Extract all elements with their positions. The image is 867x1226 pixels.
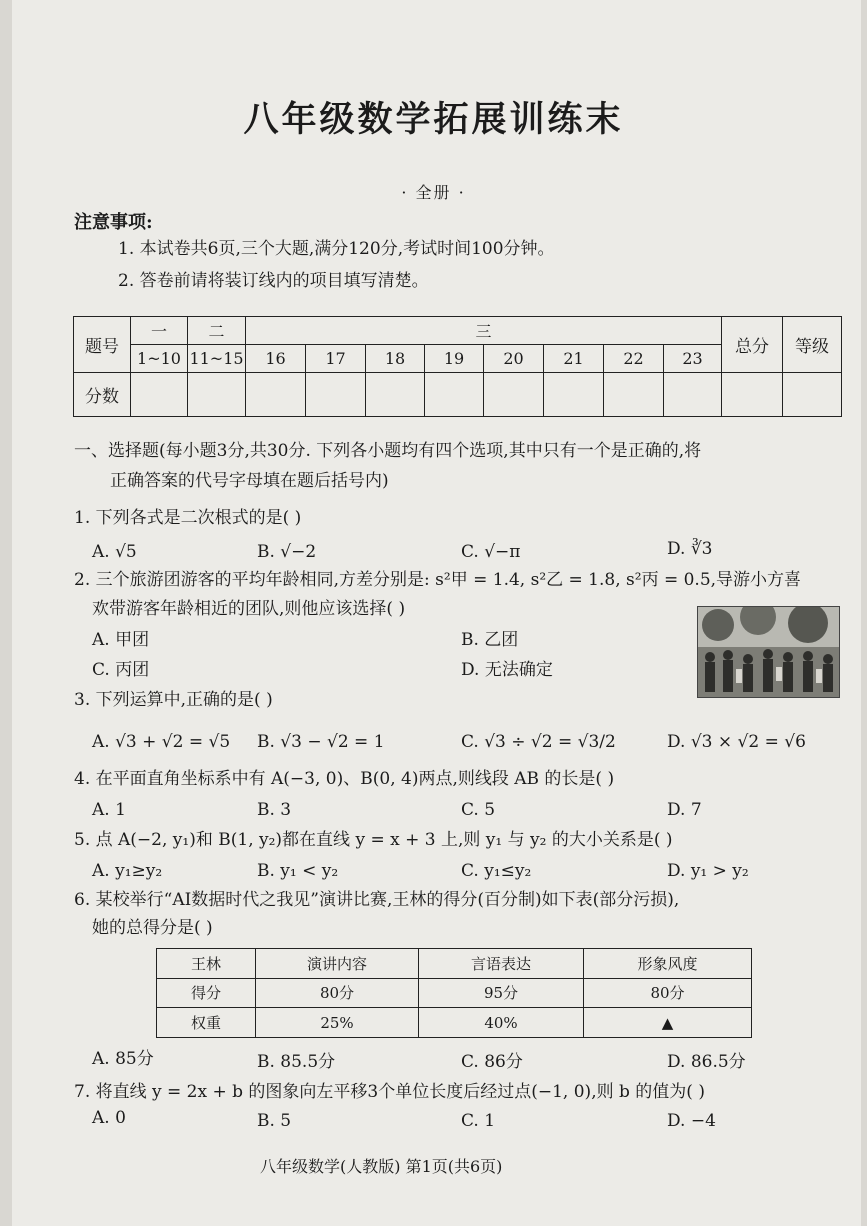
option-b: B. y₁ < y₂ <box>257 861 339 881</box>
score-cell[interactable] <box>366 373 425 417</box>
option-d: D. y₁ > y₂ <box>667 861 749 881</box>
row-label-score: 分数 <box>74 373 131 417</box>
score-cell[interactable] <box>664 373 722 417</box>
table-cell: 40% <box>419 1008 584 1038</box>
question-number: 18 <box>366 345 425 373</box>
section1-instructions: 正确答案的代号字母填在题后括号内) <box>110 471 389 491</box>
question-stem: 5. 点 A(−2, y₁)和 B(1, y₂)都在直线 y = x + 3 上,则 y₁ 与 y₂ 的大小关系是( ) <box>74 830 673 850</box>
question-number: 21 <box>544 345 604 373</box>
option-c: C. √3 ÷ √2 = √3/2 <box>461 732 616 752</box>
table-cell: 80分 <box>584 978 752 1008</box>
option-b: B. 乙团 <box>461 630 519 650</box>
option-c: C. 1 <box>461 1111 496 1131</box>
option-b: B. 85.5分 <box>257 1052 336 1072</box>
page-subtitle: · 全册 · <box>401 183 466 202</box>
question-stem: 7. 将直线 y = 2x + b 的图象向左平移3个单位长度后经过点(−1, 0),则 b 的值为( ) <box>74 1082 705 1102</box>
section-label: 二 <box>188 317 246 345</box>
row-label-question: 题号 <box>74 317 131 373</box>
option-c: C. √−π <box>461 542 521 562</box>
table-cell: ▲ <box>584 1008 752 1038</box>
option-a: A. √5 <box>92 542 137 562</box>
table-cell: 权重 <box>157 1008 256 1038</box>
notice-item: 1. 本试卷共6页,三个大题,满分120分,考试时间100分钟。 <box>118 239 555 259</box>
option-d: D. √3 × √2 = √6 <box>667 732 806 752</box>
tour-group-photo <box>697 606 840 698</box>
question-stem: 2. 三个旅游团游客的平均年龄相同,方差分别是: s²甲 = 1.4, s²乙 = 1.8, s²丙 = 0.5,导游小方喜 <box>74 570 802 590</box>
crowd-photo-icon <box>698 607 839 697</box>
option-d: D. 7 <box>667 800 702 820</box>
question-number: 20 <box>484 345 544 373</box>
total-header: 总分 <box>722 317 783 373</box>
question-number: 22 <box>604 345 664 373</box>
option-d: D. −4 <box>667 1111 716 1131</box>
option-a: A. 1 <box>92 800 126 820</box>
table-cell: 得分 <box>157 978 256 1008</box>
table-cell: 80分 <box>256 978 419 1008</box>
question-stem: 4. 在平面直角坐标系中有 A(−3, 0)、B(0, 4)两点,则线段 AB 的长是( ) <box>74 769 615 789</box>
notice-heading: 注意事项: <box>74 212 153 233</box>
question-number: 16 <box>246 345 306 373</box>
score-cell[interactable] <box>484 373 544 417</box>
option-c: C. y₁≤y₂ <box>461 861 532 881</box>
section-label: 三 <box>246 317 722 345</box>
score-table <box>73 316 842 417</box>
option-b: B. 5 <box>257 1111 292 1131</box>
page-title: 八年级数学拓展训练末 <box>243 99 624 140</box>
score-cell[interactable] <box>246 373 306 417</box>
option-a: A. 85分 <box>92 1049 154 1069</box>
option-b: B. √3 − √2 = 1 <box>257 732 385 752</box>
score-cell[interactable] <box>306 373 366 417</box>
option-c: C. 5 <box>461 800 496 820</box>
table-header: 演讲内容 <box>256 949 419 979</box>
option-d: D. 86.5分 <box>667 1052 746 1072</box>
question-stem: 1. 下列各式是二次根式的是( ) <box>74 508 302 528</box>
table-header: 王林 <box>157 949 256 979</box>
grade-header: 等级 <box>783 317 842 373</box>
option-c: C. 丙团 <box>92 660 150 680</box>
score-cell[interactable] <box>544 373 604 417</box>
option-a: A. 甲团 <box>92 630 150 650</box>
question-number: 19 <box>425 345 484 373</box>
grade-cell[interactable] <box>783 373 842 417</box>
question-stem: 欢带游客年龄相近的团队,则他应该选择( ) <box>92 599 406 619</box>
option-d: D. ∛3 <box>667 539 713 559</box>
option-c: C. 86分 <box>461 1052 523 1072</box>
notice-item: 2. 答卷前请将装订线内的项目填写清楚。 <box>118 271 429 291</box>
section-label: 一 <box>131 317 188 345</box>
question-range: 1~10 <box>131 345 188 373</box>
question-stem: 6. 某校举行“AI数据时代之我见”演讲比赛,王林的得分(百分制)如下表(部分污损), <box>74 890 680 910</box>
table-header: 形象风度 <box>584 949 752 979</box>
option-d: D. 无法确定 <box>461 660 553 680</box>
score-cell[interactable] <box>188 373 246 417</box>
question-number: 17 <box>306 345 366 373</box>
question-range: 11~15 <box>188 345 246 373</box>
total-score-cell[interactable] <box>722 373 783 417</box>
section1-instructions: 一、选择题(每小题3分,共30分. 下列各小题均有四个选项,其中只有一个是正确的,将 <box>74 441 702 461</box>
question-stem: 3. 下列运算中,正确的是( ) <box>74 690 273 710</box>
table-cell: 95分 <box>419 978 584 1008</box>
option-a: A. 0 <box>92 1108 126 1128</box>
page-footer: 八年级数学(人教版) 第1页(共6页) <box>260 1157 503 1176</box>
table-header: 言语表达 <box>419 949 584 979</box>
question-stem: 她的总得分是( ) <box>92 918 213 938</box>
question-number: 23 <box>664 345 722 373</box>
score-cell[interactable] <box>604 373 664 417</box>
option-b: B. √−2 <box>257 542 317 562</box>
option-a: A. y₁≥y₂ <box>92 861 163 881</box>
option-b: B. 3 <box>257 800 292 820</box>
option-a: A. √3 + √2 = √5 <box>92 732 231 752</box>
score-cell[interactable] <box>131 373 188 417</box>
table-cell: 25% <box>256 1008 419 1038</box>
score-weight-table <box>156 948 752 1038</box>
score-cell[interactable] <box>425 373 484 417</box>
